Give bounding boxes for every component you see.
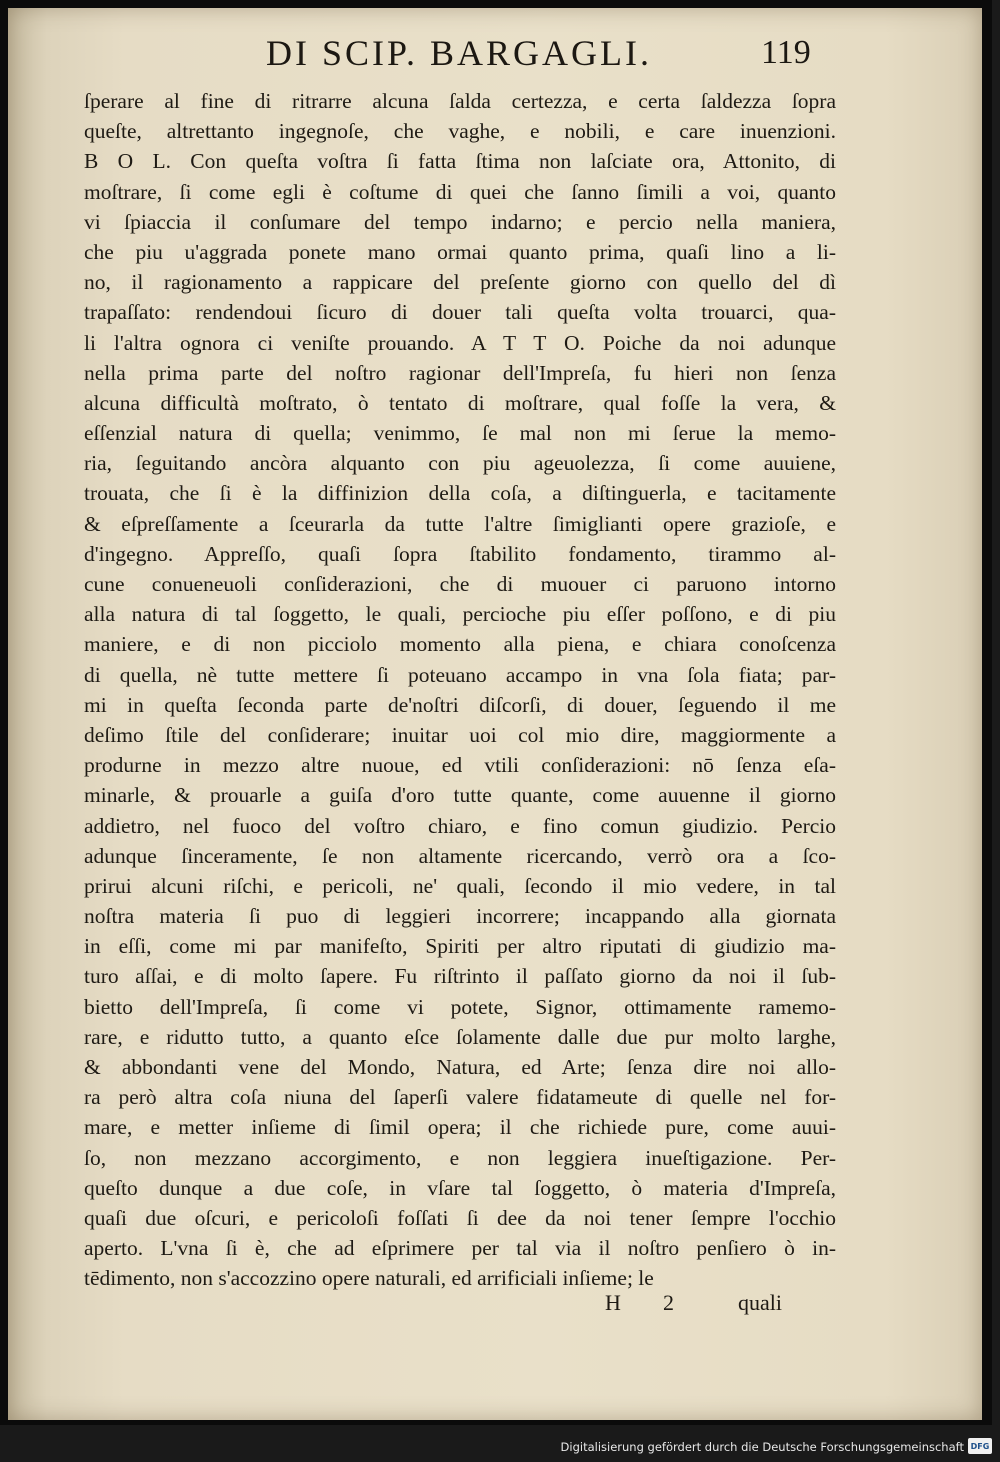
text-line: aperto. L'vna ſi è, che ad eſprimere per tal via il noſtro penſiero ò in- xyxy=(84,1236,836,1261)
text-line: turo aſſai, e di molto ſapere. Fu riſtrinto il paſſato giorno da noi il ſub- xyxy=(84,964,836,989)
text-line: nella prima parte del noſtro ragionar dell'Impreſa, fu hieri non ſenza xyxy=(84,360,836,385)
text-line: no, il ragionamento a rappicare del preſente giorno con quello del dì xyxy=(84,270,836,295)
page-footer xyxy=(8,1290,982,1326)
running-head: DI SCIP. BARGAGLI. xyxy=(266,33,653,73)
text-line: mi in queſta ſeconda parte de'noſtri diſcorſi, di douer, ſeguendo il me xyxy=(84,692,836,717)
signature-number: 2 xyxy=(663,1290,674,1315)
funding-note: Digitalisierung gefördert durch die Deutsche Forschungsgemeinschaft xyxy=(560,1440,964,1454)
page-header xyxy=(8,32,982,82)
text-line: li l'altra ognora ci veniſte prouando. A T T O. Poiche da noi adunque xyxy=(84,330,836,355)
text-line: & eſpreſſamente a ſceurarla da tutte l'altre ſimiglianti opere grazioſe, e xyxy=(84,511,836,536)
text-line: d'ingegno. Appreſſo, quaſi ſopra ſtabilito fondamento, tirammo al- xyxy=(84,541,836,566)
text-line: cune conueneuoli conſiderazioni, che di muouer ci paruono intorno xyxy=(84,572,836,596)
text-line: alla natura di tal ſoggetto, le quali, percioche piu eſſer poſſono, e di piu xyxy=(84,602,836,627)
text-line: trapaſſato: rendendoui ſicuro di douer tali queſta volta trouarci, qua- xyxy=(84,300,836,325)
text-line: in eſſi, come mi par manifeſto, Spiriti per altro riputati di giudizio ma- xyxy=(84,934,836,959)
text-line: prirui alcuni riſchi, e pericoli, ne' quali, ſecondo il mio vedere, in tal xyxy=(84,873,836,898)
text-line: rare, e ridutto tutto, a quanto eſce ſolamente dalle due pur molto larghe, xyxy=(84,1024,836,1049)
text-line: quaſi due oſcuri, e pericoloſi foſſati ſi dee da noi tener ſempre l'occhio xyxy=(84,1205,836,1230)
text-line: di quella, nè tutte mettere ſi poteuano accampo in vna ſola fiata; par- xyxy=(84,662,836,687)
body-text xyxy=(84,86,836,1294)
text-line: produrne in mezzo altre nuoue, ed vtili conſiderazioni: nō ſenza eſa- xyxy=(84,753,836,778)
text-line: trouata, che ſi è la diffinizion della coſa, a diſtinguerla, e tacitamente xyxy=(84,481,836,506)
text-line: moſtrare, ſi come egli è coſtume di quei che ſanno ſimili a voi, quanto xyxy=(84,179,836,204)
text-line: queſto dunque a due coſe, in vſare tal ſoggetto, ò materia d'Impreſa, xyxy=(84,1175,836,1200)
book-page xyxy=(8,8,982,1420)
dfg-logo-icon: DFG xyxy=(968,1438,992,1454)
page-number: 119 xyxy=(761,34,811,71)
text-line: adunque ſinceramente, ſe non altamente ricercando, verrò ora a ſco- xyxy=(84,843,836,868)
text-line: queſte, altrettanto ingegnoſe, che vaghe, e nobili, e care inuenzioni. xyxy=(84,119,836,144)
text-line: noſtra materia ſi puo di leggieri incorrere; incappando alla giornata xyxy=(84,904,836,929)
text-line: alcuna difficultà moſtrato, ò tentato di moſtrare, qual foſſe la vera, & xyxy=(84,390,836,415)
catchword: quali xyxy=(738,1290,782,1315)
text-line: maniere, e di non picciolo momento alla piena, e chiara conoſcenza xyxy=(84,632,836,657)
text-line: che piu u'aggrada ponete mano ormai quanto prima, quaſi lino a li- xyxy=(84,239,836,264)
text-line: bietto dell'Impreſa, ſi come vi potete, Signor, ottimamente ramemo- xyxy=(84,994,836,1019)
text-line: tēdimento, non s'accozzino opere naturali, ed arrificiali inſieme; le xyxy=(84,1266,654,1291)
text-line: ra però altra coſa niuna del ſaperſi valere fidatameute di quelle nel for- xyxy=(84,1085,836,1110)
text-line: vi ſpiaccia il conſumare del tempo indarno; e percio nella maniera, xyxy=(84,209,836,234)
text-line: eſſenzial natura di quella; venimmo, ſe mal non mi ſerue la memo- xyxy=(84,421,836,446)
text-line: addietro, nel fuoco del voſtro chiaro, e fino comun giudizio. Percio xyxy=(84,813,836,838)
signature-mark: H xyxy=(605,1290,621,1315)
text-line: & abbondanti vene del Mondo, Natura, ed Arte; ſenza dire noi allo- xyxy=(84,1055,836,1079)
text-line: B O L. Con queſta voſtra ſi fatta ſtima non laſciate ora, Attonito, di xyxy=(84,149,836,174)
text-line: ſperare al fine di ritrarre alcuna ſalda certezza, e certa ſaldezza ſopra xyxy=(84,89,836,113)
text-line: ſo, non mezzano accorgimento, e non leggiera inueſtigazione. Per- xyxy=(84,1145,836,1170)
text-line: mare, e metter inſieme di ſimil opera; il che richiede pure, come auui- xyxy=(84,1115,836,1140)
text-line: minarle, & prouarle a guiſa d'oro tutte quante, come auuenne il giorno xyxy=(84,783,836,808)
text-line: deſimo ſtile del conſiderare; inuitar uoi col mio dire, maggiormente a xyxy=(84,722,836,747)
text-line: ria, ſeguitando ancòra alquanto con piu ageuolezza, ſi come auuiene, xyxy=(84,451,836,476)
